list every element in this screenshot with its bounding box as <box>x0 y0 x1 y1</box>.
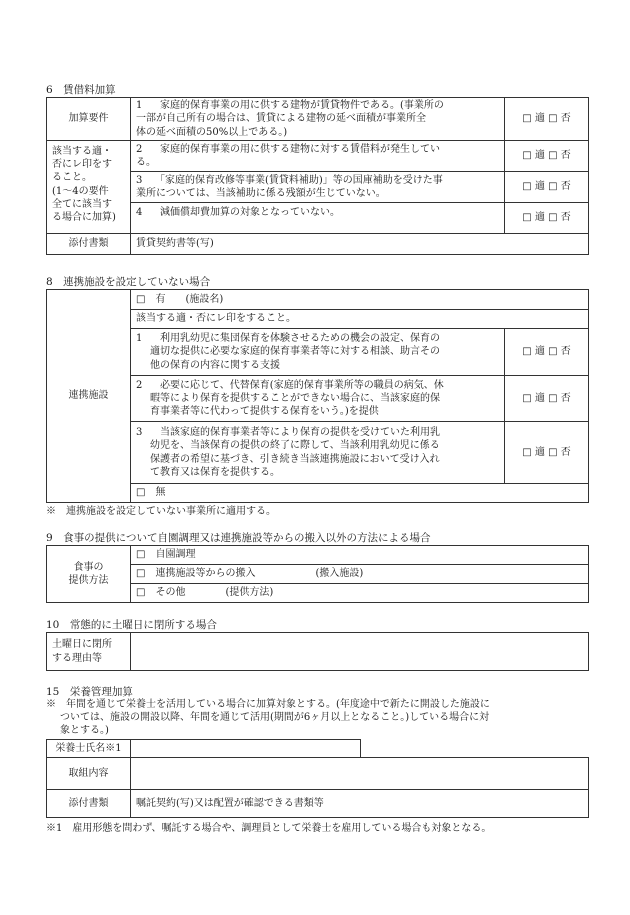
section-10-table <box>46 632 589 671</box>
section-15-note-line-1: ※ 年間を通じて栄養士を活用している場合に加算対象とする。(年度途中で新たに開設した施設に <box>46 699 490 710</box>
section-6-title: 6 賃借料加算 <box>46 84 116 96</box>
attachment-value: 賃貸契約書等(写) <box>131 233 589 254</box>
effort-content-label: 取組内容 <box>47 758 131 790</box>
dietitian-name-table <box>46 739 361 758</box>
facility-check-3[interactable]: □ 適 □ 否 <box>505 422 589 484</box>
section-15-footnote: ※1 雇用形態を問わず、嘱託する場合や、調理員として栄養士を雇用している場合も対象となる。 <box>46 823 492 834</box>
requirement-item-3: 3 「家庭的保育改修等事業(賃貸料補助)」等の国庫補助を受けた事 業所については、当該補助に係る残額が生じていない。 <box>131 171 505 202</box>
meal-option-other[interactable]: □ その他 (提供方法) <box>131 584 589 603</box>
check-item-2[interactable]: □ 適 □ 否 <box>505 140 589 171</box>
facility-item-3: 3 当該家庭的保育事業者等により保育の提供を受けていた利用乳 幼児を、当該保育の提供の終了に際して、当該利用乳幼児に係る 保護者の希望に基づき、引き続き当該連携施設において受け入れ て教育又は保育を提供する。 <box>131 422 505 484</box>
check-item-1[interactable]: □ 適 □ 否 <box>505 98 589 141</box>
facility-item-1: 1 利用乳幼児に集団保育を体験させるための機会の設定、保育の 適切な提供に必要な家庭的保育事業者等に対する相談、助言その 他の保育の内容に関する支援 <box>131 329 505 376</box>
section-10-title: 10 常態的に土曜日に閉所する場合 <box>46 619 217 631</box>
dietitian-name-label: 栄養士氏名※1 <box>47 740 131 758</box>
meal-method-label: 食事の 提供方法 <box>47 546 131 603</box>
facility-no-option[interactable]: □ 無 <box>131 484 589 503</box>
check-item-3[interactable]: □ 適 □ 否 <box>505 171 589 202</box>
section-9-title: 9 食事の提供について自園調理又は連携施設等からの搬入以外の方法による場合 <box>46 532 431 544</box>
saturday-closure-reason[interactable] <box>131 633 589 671</box>
dietitian-attachment-label: 添付書類 <box>47 790 131 818</box>
section-9-table <box>46 545 589 603</box>
effort-content-field[interactable] <box>131 758 589 790</box>
section-8-table <box>46 289 589 503</box>
check-item-4[interactable]: □ 適 □ 否 <box>505 202 589 233</box>
saturday-closure-label: 土曜日に閉所 する理由等 <box>47 633 131 671</box>
facility-yes-option[interactable]: □ 有 (施設名) <box>131 290 589 310</box>
requirement-item-2: 2 家庭的保育事業の用に供する建物に対する賃借料が発生してい る。 <box>131 140 505 171</box>
requirement-instruction: 該当する適・ 否にレ印をす ること。 (1～4の要件 全てに該当す る場合に加算) <box>47 140 131 233</box>
requirement-item-4: 4 減価償却費加算の対象となっていない。 <box>131 202 505 233</box>
section-6-table <box>46 97 589 255</box>
requirement-item-1: 1 家庭的保育事業の用に供する建物が賃貸物件である。(事業所の 一部が自己所有の場合は、賃貸による建物の延べ面積が事業所全 体の延べ面積の50%以上である。) <box>131 98 505 141</box>
meal-option-in-house[interactable]: □ 自園調理 <box>131 546 589 565</box>
section-15-note-line-3: 象とする。) <box>60 725 109 736</box>
facility-check-1[interactable]: □ 適 □ 否 <box>505 329 589 376</box>
facility-instruction: 該当する適・否にレ印をすること。 <box>131 310 589 329</box>
facility-item-2: 2 必要に応じて、代替保育(家庭的保育事業所等の職員の病気、休 暇等により保育を提供することができない場合に、当該家庭的保 育事業者等に代わって提供する保育をいう。)を提供 <box>131 376 505 422</box>
linked-facility-label: 連携施設 <box>47 290 131 503</box>
attachment-label: 添付書類 <box>47 233 131 254</box>
facility-check-2[interactable]: □ 適 □ 否 <box>505 376 589 422</box>
section-15-note-line-2: ついては、施設の開設以降、年間を通じて活用(期間が6ヶ月以上となること。)している場合に対 <box>60 712 490 723</box>
dietitian-attachment-value: 嘱託契約(写)又は配置が確認できる書類等 <box>131 790 589 818</box>
dietitian-name-field[interactable] <box>131 740 361 758</box>
section-8-note: ※ 連携施設を設定していない事業所に適用する。 <box>46 506 276 517</box>
section-8-title: 8 連携施設を設定していない場合 <box>46 276 211 288</box>
meal-option-delivery[interactable]: □ 連携施設等からの搬入 (搬入施設) <box>131 565 589 584</box>
section-15-table <box>46 757 589 818</box>
requirement-label: 加算要件 <box>47 98 131 141</box>
section-15-title: 15 栄養管理加算 <box>46 686 133 698</box>
